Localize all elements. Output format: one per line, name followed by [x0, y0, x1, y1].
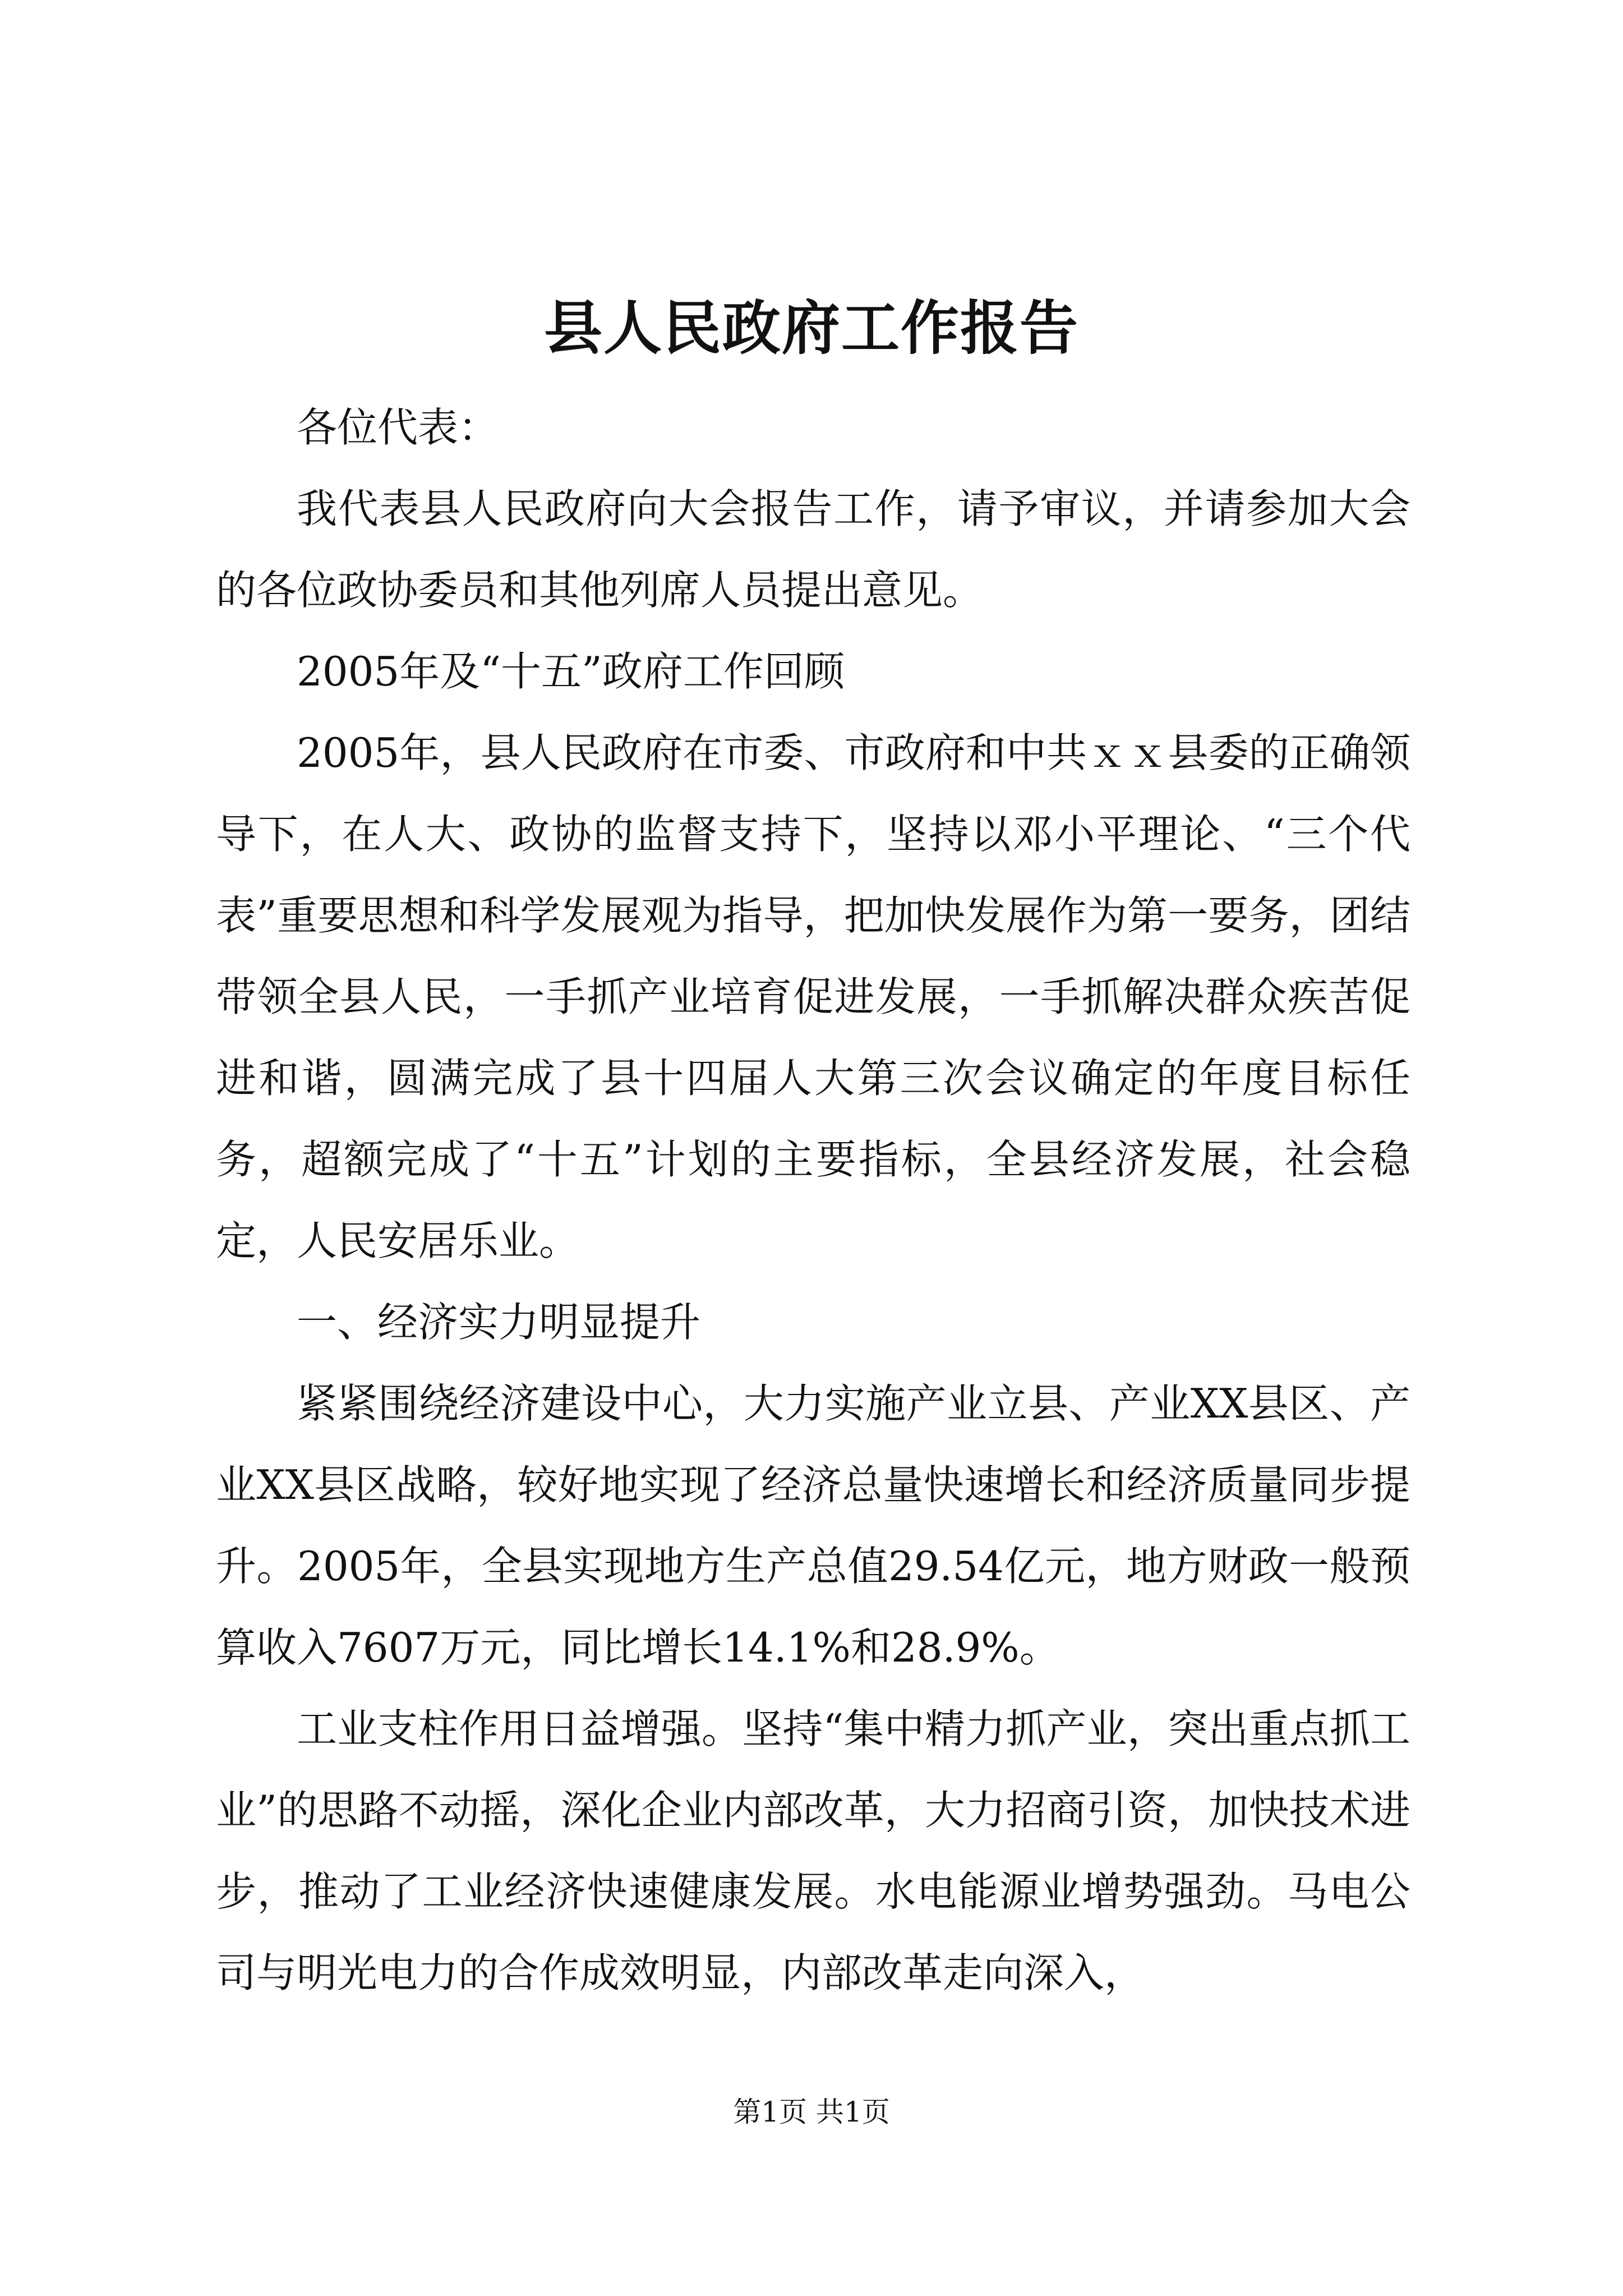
subsection-heading: 一、经济实力明显提升 [297, 1299, 701, 1346]
opening-paragraph: 我代表县人民政府向大会报告工作，请予审议，并请参加大会的各位政协委员和其他列席人员提出意见。 [216, 485, 1410, 614]
industry-paragraph: 工业支柱作用日益增强。坚持“集中精力抓产业，突出重点抓工业”的思路不动摇，深化企业内部改革，大力招商引资，加快技术进步，推动了工业经济快速健康发展。水电能源业增势强劲。马电公司与明光电力的合作成效明显，内部改革走向深入， [216, 1705, 1410, 1996]
review-paragraph: 2005年，县人民政府在市委、市政府和中共ｘｘ县委的正确领导下，在人大、政协的监督支持下，坚持以邓小平理论、“三个代表”重要思想和科学发展观为指导，把加快发展作为第一要务，团结带领全县人民，一手抓产业培育促进发展，一手抓解决群众疾苦促进和谐，圆满完成了县十四届人大第三次会议确定的年度目标任务，超额完成了“十五”计划的主要指标，全县经济发展，社会稳定，人民安居乐业。 [216, 729, 1410, 1264]
section-heading: 2005年及“十五”政府工作回顾 [297, 648, 845, 695]
page-footer: 第1页 共1页 [733, 2096, 890, 2128]
document-body [216, 387, 1410, 2014]
salutation-paragraph: 各位代表： [297, 404, 499, 451]
economy-paragraph: 紧紧围绕经济建设中心，大力实施产业立县、产业XX县区、产业XX县区战略，较好地实现了经济总量快速增长和经济质量同步提升。2005年，全县实现地方生产总值29.54亿元，地方财政一般预算收入7607万元，同比增长14.1%和28.9%。 [216, 1380, 1410, 1671]
document-title: 县人民政府工作报告 [543, 293, 1079, 362]
